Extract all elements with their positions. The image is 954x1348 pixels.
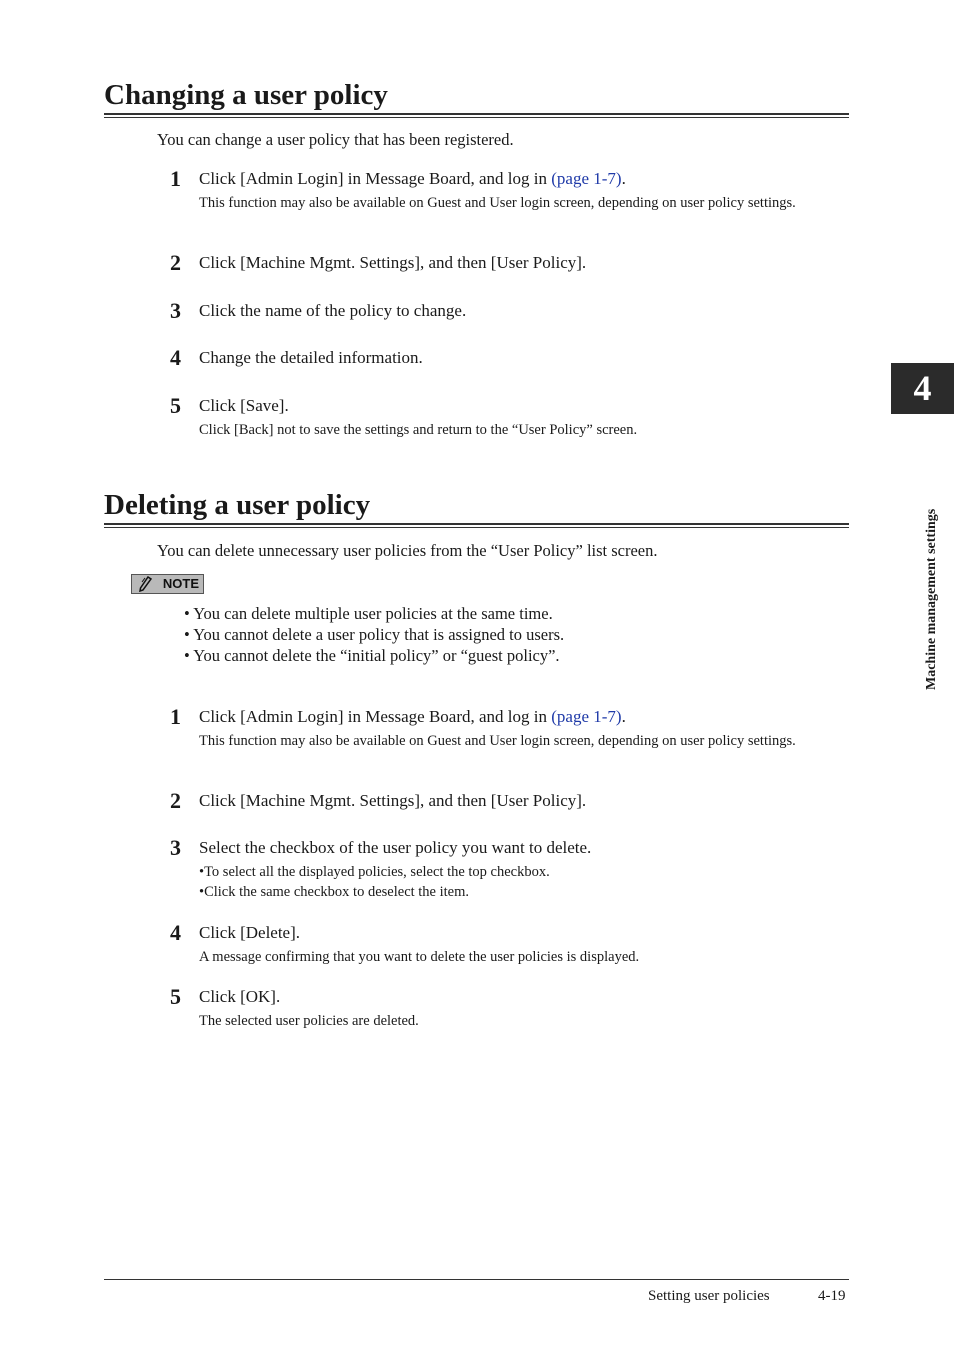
list-item: • You cannot delete a user policy that is assigned to users.	[184, 625, 565, 644]
step-text: Click [OK].	[199, 987, 281, 1006]
page-link[interactable]: (page 1-7)	[551, 707, 622, 726]
note-bullet-list	[184, 603, 564, 666]
step-text: Click [Save].	[199, 396, 289, 415]
chapter-side-label: Machine management settings	[924, 508, 939, 690]
step-subbullet: •Click the same checkbox to deselect the item.	[199, 884, 470, 900]
step-number: 2	[170, 250, 181, 275]
step-subbullet: •To select all the displayed policies, select the top checkbox.	[199, 864, 550, 880]
step-note: The selected user policies are deleted.	[199, 1013, 419, 1029]
step-text: Click [Machine Mgmt. Settings], and then [User Policy].	[199, 253, 587, 272]
title-rule	[104, 113, 849, 115]
step-number: 5	[170, 984, 181, 1009]
footer-section-title: Setting user policies	[648, 1288, 770, 1304]
list-item: • You can delete multiple user policies at the same time.	[184, 604, 553, 623]
section-intro: You can delete unnecessary user policies from the “User Policy” list screen.	[157, 541, 658, 560]
section-intro: You can change a user policy that has been registered.	[157, 130, 514, 149]
step-number: 5	[170, 393, 181, 418]
step-text: Click [Delete].	[199, 923, 301, 942]
step-number: 3	[170, 298, 181, 323]
page-number: 4-19	[818, 1288, 846, 1304]
title-rule	[104, 523, 849, 525]
section-title-changing: Changing a user policy	[104, 79, 388, 111]
note-badge	[131, 574, 204, 594]
step-note: Click [Back] not to save the settings and return to the “User Policy” screen.	[199, 422, 638, 438]
step-number: 1	[170, 166, 181, 191]
step-text: Change the detailed information.	[199, 348, 423, 367]
note-label: NOTE	[162, 576, 199, 591]
step-text: Click [Admin Login] in Message Board, and log in (page 1-7).	[199, 169, 626, 188]
step-text: Click [Machine Mgmt. Settings], and then [User Policy].	[199, 791, 587, 810]
list-item: • You cannot delete the “initial policy” or “guest policy”.	[184, 646, 560, 665]
step-note: A message confirming that you want to delete the user policies is displayed.	[199, 949, 640, 965]
step-note: This function may also be available on Guest and User login screen, depending on user policy settings.	[199, 195, 796, 211]
title-rule-thin	[104, 527, 849, 528]
pencil-note-icon	[137, 576, 153, 592]
step-note: This function may also be available on Guest and User login screen, depending on user policy settings.	[199, 733, 796, 749]
step-number: 4	[170, 920, 181, 945]
page-link[interactable]: (page 1-7)	[551, 169, 622, 188]
footer-rule	[104, 1279, 849, 1280]
step-number: 2	[170, 788, 181, 813]
section-title-deleting: Deleting a user policy	[104, 489, 371, 521]
step-text: Select the checkbox of the user policy you want to delete.	[199, 838, 592, 857]
step-text: Click the name of the policy to change.	[199, 301, 467, 320]
step-number: 3	[170, 835, 181, 860]
step-text: Click [Admin Login] in Message Board, and log in (page 1-7).	[199, 707, 626, 726]
step-number: 4	[170, 345, 181, 370]
chapter-tab: 4	[891, 363, 954, 414]
step-number: 1	[170, 704, 181, 729]
title-rule-thin	[104, 117, 849, 118]
